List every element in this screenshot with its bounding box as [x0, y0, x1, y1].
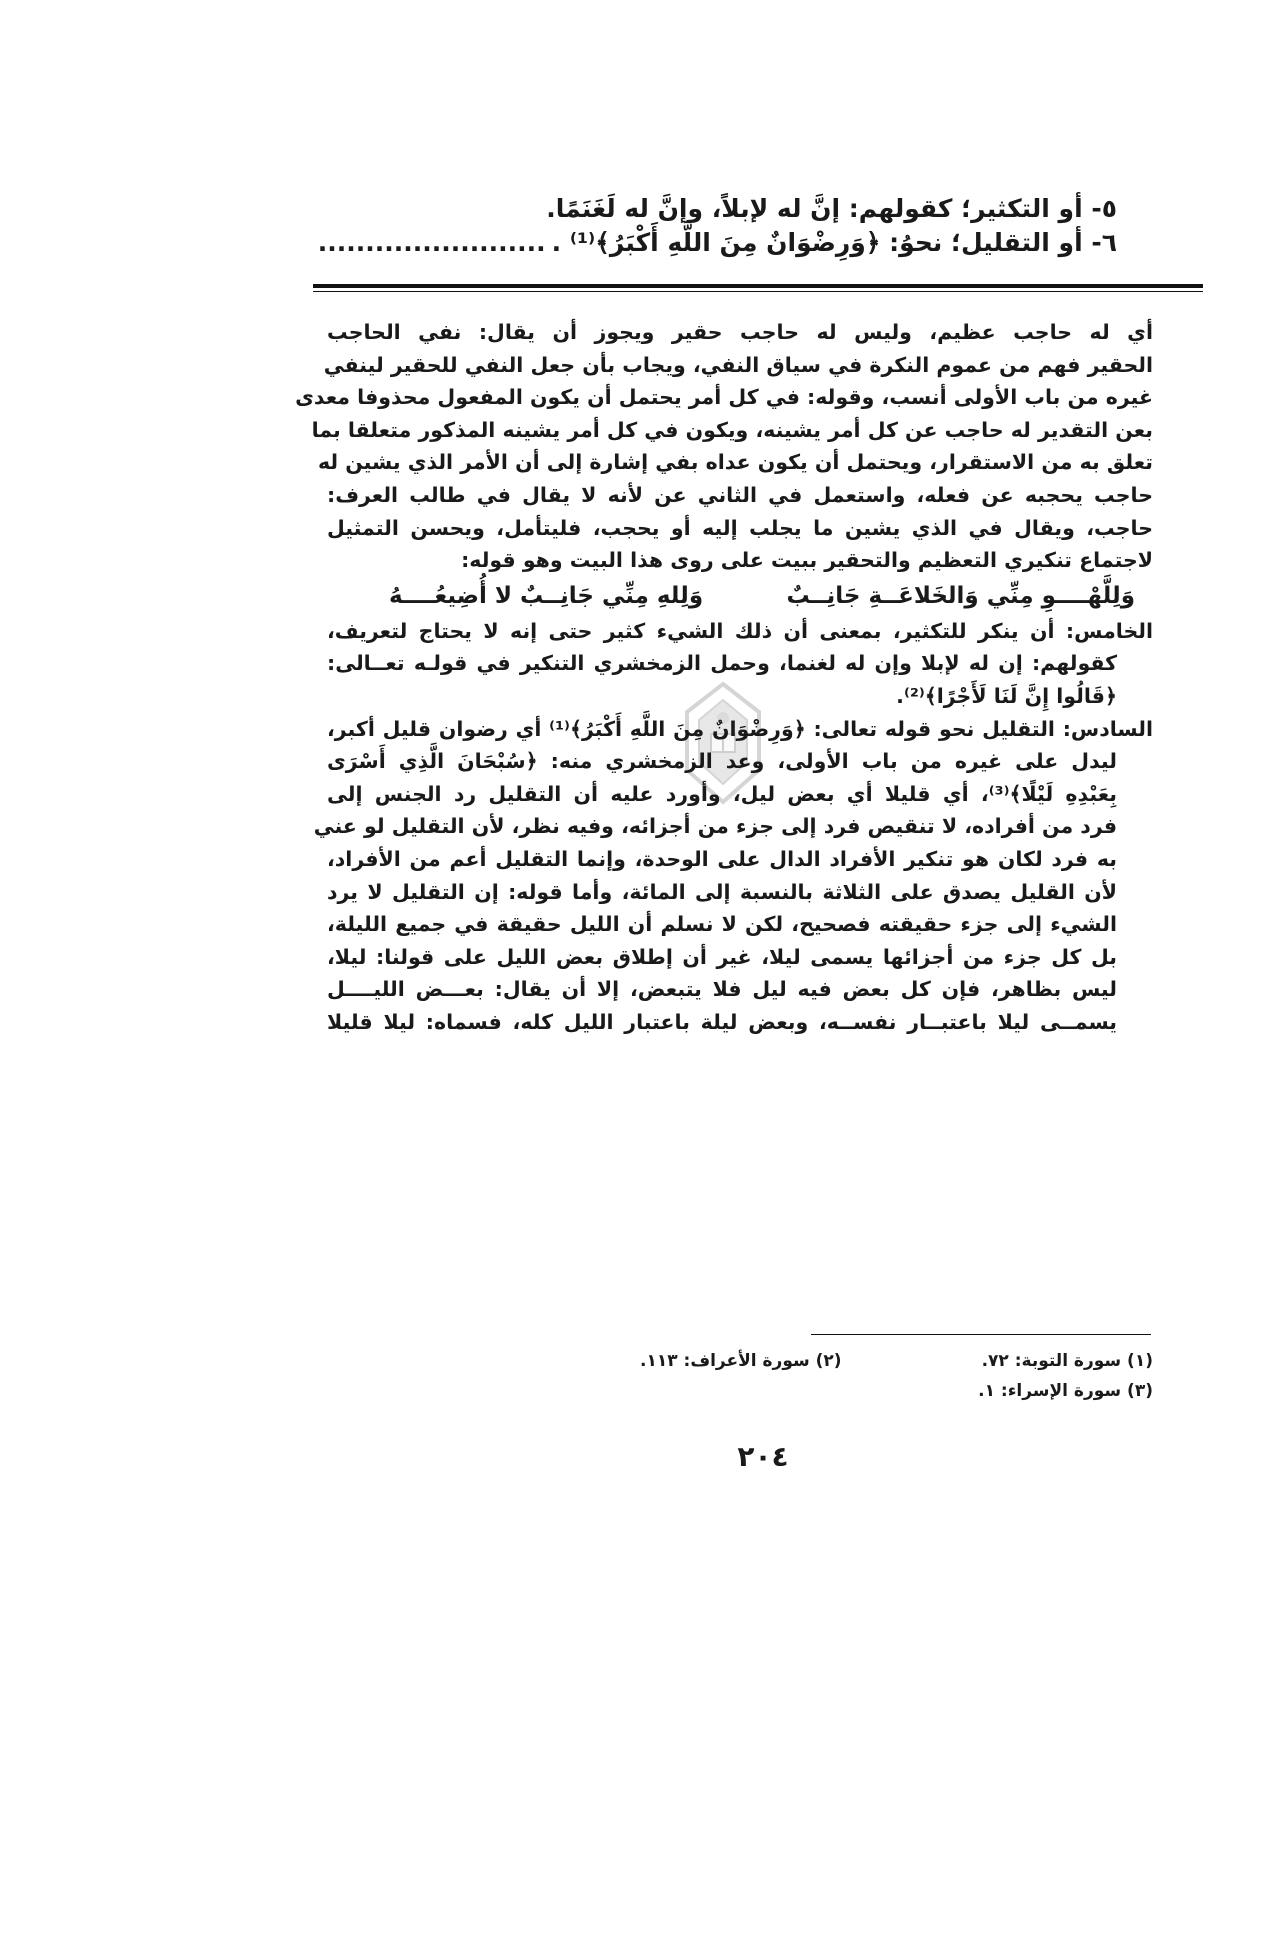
text-line: ليدل على غيره من باب الأولى، وعد الزمخشري منه: ﴿سُبْحَانَ الَّذِي أَسْرَى	[327, 749, 1117, 774]
matn-line-5: ٥- أو التكثير؛ كقولهم: إنَّ له لإبلاً، وإنَّ له لَغَنَمًا.	[546, 194, 1117, 223]
poetry-verse	[327, 577, 1153, 615]
text-line: بعن التقدير له حاجب عن كل أمر يشينه، ويكون في كل أمر يشينه المذكور متعلقا بما	[311, 417, 1153, 442]
matn-line-6-text: ٦- أو التقليل؛ نحوُ: ﴿وَرِضْوَانٌ مِنَ اللَّهِ أَكْبَرُ﴾⁽¹⁾ .	[551, 228, 1117, 257]
text-line: أي له حاجب عظيم، وليس له حاجب حقير ويجوز أن يقال: نفي الحاجب	[327, 320, 1153, 344]
text-line: لاجتماع تنكيري التعظيم والتحقير ببيت على روى هذا البيت وهو قوله:	[461, 548, 1153, 573]
section-head-sixth: السادس:	[1062, 716, 1154, 741]
text-line: يسمــى ليلا باعتبــار نفســه، وبعض ليلة باعتبار الليل كله، فسماه: ليلا قليلا	[327, 1009, 1117, 1034]
paragraph-commentary-1	[295, 316, 1153, 577]
text-line: تعلق به من الاستقرار، ويحتمل أن يكون عداه بفي إشارة إلى أن الأمر الذي يشين له	[317, 450, 1153, 475]
commentary-block	[295, 316, 1154, 1038]
matn-dots: ........................	[317, 228, 546, 257]
section-head-fifth: الخامس:	[1065, 618, 1153, 643]
footnotes-block	[327, 1346, 1153, 1406]
footnote-3: (٣) سورة الإسراء: ١.	[978, 1381, 1153, 1401]
paragraph-sixth	[313, 713, 1154, 1039]
text-line: غيره من باب الأولى أنسب، وقوله: في كل أمر يحتمل أن يكون المفعول محذوفا معدى	[295, 385, 1153, 410]
text-line: ليس بظاهر، فإن كل بعض فيه ليل فلا يتبعض، إلا أن يقال: بعـــض الليــــل	[327, 977, 1117, 1002]
text-line: كقولهم: إن له لإبلا وإن له لغنما، وحمل الزمخشري التنكير في قولـه تعــالى:	[327, 651, 1117, 676]
text-line: حاجب، ويقال في الذي يشين ما يجلب إليه أو يحجب، فليتأمل، ويحسن التمثيل	[327, 515, 1153, 540]
separator-thin	[313, 291, 1203, 292]
verse-first-hemistich: وَلِلَّهْــــوِ مِنِّي وَالخَلاعَــةِ جَانِــبٌ	[786, 582, 1135, 609]
paragraph-fifth	[327, 615, 1153, 713]
text-line: بِعَبْدِهِ لَيْلًا﴾⁽³⁾، أي قليلا أي بعض ليل، وأورد عليه أن التقليل رد الجنس إلى	[327, 781, 1117, 806]
text-line-content: التقليل نحو قوله تعالى: ﴿وَرِضْوَانٌ مِنَ اللَّهِ أَكْبَرُ﴾⁽¹⁾ أي رضوان قليل أكبر،	[327, 716, 1063, 741]
page-number: ٢٠٤	[737, 1440, 789, 1473]
text-line	[327, 615, 1153, 648]
document-page	[251, 0, 1275, 1561]
text-line: الحقير فهم من عموم النكرة في سياق النفي، ويجاب بأن جعل النفي للحقير لينفي	[323, 352, 1153, 377]
text-line-content: أن ينكر للتكثير، بمعنى أن ذلك الشيء كثير حتى إنه لا يحتاج لتعريف،	[327, 618, 1066, 643]
text-line: الشيء إلى جزء حقيقته فصحيح، لكن لا نسلم أن الليل حقيقة في جميع الليلة،	[327, 912, 1117, 937]
text-line: بل كل جزء من أجزائها يسمى ليلا، غير أن إطلاق بعض الليل على قولنا: ليلا،	[327, 944, 1117, 969]
matn-line-6	[317, 226, 1117, 260]
verse-second-hemistich: وَلِلهِ مِنِّي جَانِــبٌ لا أُضِيعُــــهُ	[389, 582, 704, 609]
text-line: به فرد لكان هو تنكير الأفراد الدال على الوحدة، وإنما التقليل أعم من الأفراد،	[327, 846, 1117, 871]
footnote-row	[327, 1376, 1153, 1406]
text-line: ﴿قَالُوا إِنَّ لَنَا لَأَجْرًا﴾⁽²⁾.	[896, 683, 1117, 708]
text-line	[327, 713, 1153, 746]
text-line: فرد من أفراده، لا تنقيص فرد إلى جزء من أجزائه، وفيه نظر، لأن التقليل لو عني	[313, 814, 1117, 839]
text-line: حاجب يحجبه عن فعله، واستعمل في الثاني عن لأنه لا يقال في طالب العرف:	[327, 482, 1153, 507]
separator-thick	[313, 284, 1203, 288]
footnote-separator	[811, 1334, 1151, 1335]
footnote-row	[327, 1346, 1153, 1376]
matn-block	[317, 192, 1117, 260]
text-line: لأن القليل يصدق على الثلاثة بالنسبة إلى المائة، وأما قوله: إن التقليل لا يرد	[327, 879, 1117, 904]
footnote-2: (٢) سورة الأعراف: ١١٣.	[640, 1351, 842, 1371]
footnote-1: (١) سورة التوبة: ٧٢.	[981, 1351, 1153, 1371]
